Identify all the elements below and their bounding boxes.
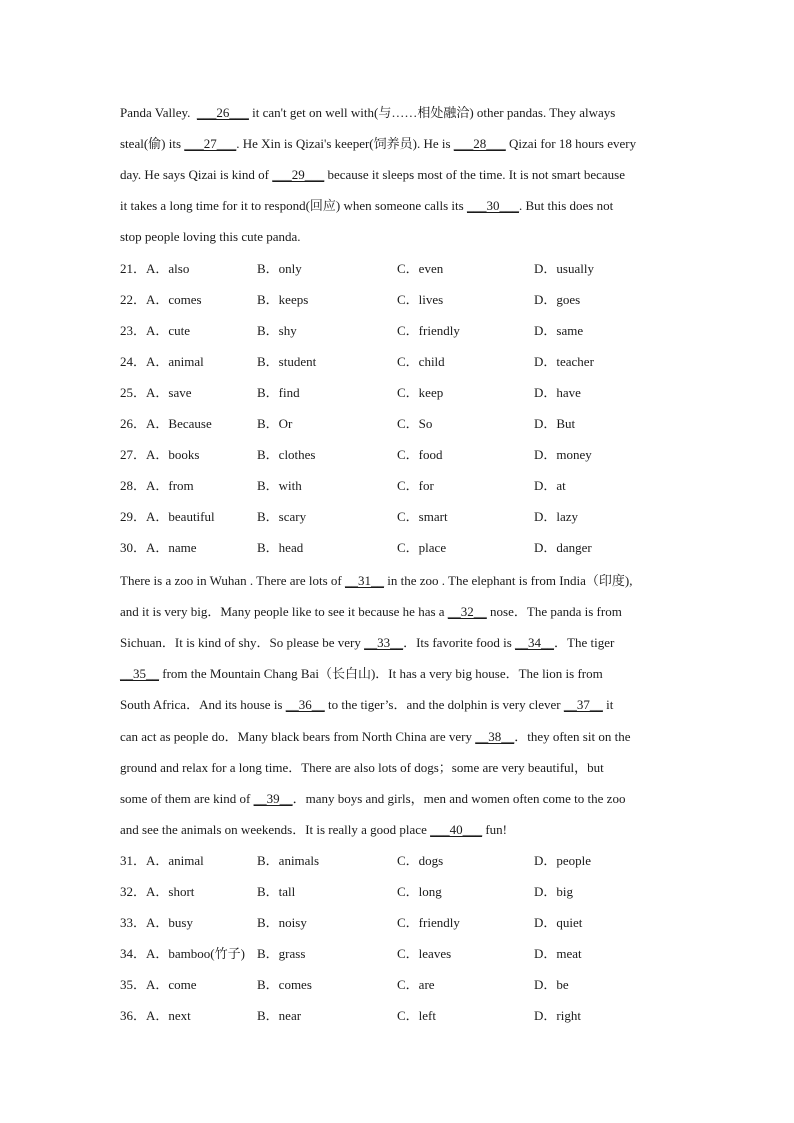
passage-text: and see the animals on weekends．It is really a good place xyxy=(120,821,431,837)
answer-blank: ___28___ xyxy=(453,136,506,152)
passage-text: it takes a long time for it to respond(回应) when someone calls its xyxy=(120,198,467,214)
answer-blank: __32__ xyxy=(447,604,487,620)
question-number: 25． xyxy=(120,384,147,400)
question-number-and-option-a xyxy=(120,478,194,494)
option-c: C．friendly xyxy=(397,322,460,338)
question-number: 28． xyxy=(120,478,147,494)
option-c: C．for xyxy=(397,478,434,494)
question-number-and-option-a xyxy=(120,447,199,463)
option-c: C．keep xyxy=(397,384,444,400)
option-a: A．beautiful xyxy=(146,509,215,525)
answer-blank: ___40___ xyxy=(430,821,483,837)
passage-text: nose．The panda is from xyxy=(486,604,622,620)
answer-blank: __39__ xyxy=(253,790,293,806)
passage-text: from the Mountain Chang Bai（长白山)．It has a very big house．The lion is from xyxy=(159,666,603,682)
answer-blank: __36__ xyxy=(285,697,325,713)
option-d: D．meat xyxy=(534,946,582,962)
option-a: A．books xyxy=(146,447,200,463)
option-d: D．But xyxy=(534,416,576,431)
passage-text: to the tiger’s．and the dolphin is very clever xyxy=(324,697,564,713)
option-d: D．goes xyxy=(534,291,581,307)
option-d: D．big xyxy=(534,884,574,899)
option-b: B．Or xyxy=(257,416,293,431)
answer-blank: __37__ xyxy=(563,697,603,713)
option-c: C．friendly xyxy=(397,915,460,931)
question-number: 24． xyxy=(120,353,147,369)
question-number: 36． xyxy=(120,1008,147,1024)
option-d: D．right xyxy=(534,1008,581,1024)
passage-line xyxy=(120,666,720,682)
answer-blank: __34__ xyxy=(515,635,555,651)
option-b: B．grass xyxy=(257,946,306,962)
passage-line xyxy=(120,136,720,152)
passage-text: . But this does not xyxy=(518,198,614,214)
option-a: A．busy xyxy=(146,915,193,931)
question-number: 34． xyxy=(120,946,147,962)
option-c: C．are xyxy=(397,977,435,993)
option-b: B．animals xyxy=(257,852,320,868)
passage-text: ．Its favorite food is xyxy=(403,635,516,651)
option-d: D．people xyxy=(534,852,592,868)
option-c: C．smart xyxy=(397,509,448,525)
question-number: 29． xyxy=(120,509,147,525)
question-number-and-option-a xyxy=(120,884,194,900)
option-b: B．student xyxy=(257,353,317,369)
option-a: A．animal xyxy=(146,852,204,868)
question-number-and-option-a xyxy=(120,292,202,308)
passage-line xyxy=(120,105,720,121)
question-number-and-option-a xyxy=(120,261,189,277)
passage-text: Panda Valley. xyxy=(120,105,197,120)
question-number-and-option-a xyxy=(120,323,190,339)
option-a: A．from xyxy=(146,478,194,494)
question-number-and-option-a xyxy=(120,946,245,962)
option-a: A．comes xyxy=(146,291,202,307)
passage-line xyxy=(120,229,720,245)
question-number: 33． xyxy=(120,915,147,931)
passage-line xyxy=(120,697,720,713)
passage-text: fun! xyxy=(482,821,508,837)
passage-text: and it is very big．Many people like to see it because he has a xyxy=(120,604,448,620)
option-d: D．same xyxy=(534,322,584,338)
question-number-and-option-a xyxy=(120,354,204,370)
option-b: B．tall xyxy=(257,884,296,899)
option-d: D．danger xyxy=(534,540,592,556)
passage-line xyxy=(120,198,720,214)
option-d: D．have xyxy=(534,384,581,400)
option-c: C．child xyxy=(397,353,445,369)
question-number: 23． xyxy=(120,322,147,338)
option-a: A．Because xyxy=(146,416,212,431)
passage-line xyxy=(120,791,720,807)
answer-blank: __35__ xyxy=(120,666,159,682)
passage-text: stop people loving this cute panda. xyxy=(120,229,301,245)
option-b: B．with xyxy=(257,478,302,494)
option-c: C．So xyxy=(397,416,433,431)
question-number: 31． xyxy=(120,852,147,868)
answer-blank: ___27___ xyxy=(184,136,237,152)
option-c: C．leaves xyxy=(397,946,452,962)
passage-text: ground and relax for a long time．There are also lots of dogs；some are very beautiful，but xyxy=(120,759,604,775)
passage-text: steal(偷) its xyxy=(120,136,185,152)
question-number-and-option-a xyxy=(120,416,212,432)
option-a: A．also xyxy=(146,260,190,276)
option-a: A．come xyxy=(146,977,197,993)
option-d: D．be xyxy=(534,977,569,993)
passage-text: some of them are kind of xyxy=(120,790,254,806)
option-a: A．bamboo(竹子) xyxy=(146,946,245,962)
answer-blank: __33__ xyxy=(364,635,404,651)
option-d: D．at xyxy=(534,478,566,494)
question-number: 27． xyxy=(120,447,147,463)
answer-blank: __31__ xyxy=(344,573,384,588)
question-number-and-option-a xyxy=(120,853,204,869)
passage-text: Qizai for 18 hours every xyxy=(505,136,637,152)
question-number: 35． xyxy=(120,977,147,993)
passage-text: ．many boys and girls，men and women often come to the zoo xyxy=(292,790,626,806)
question-number: 21． xyxy=(120,260,147,276)
question-number-and-option-a xyxy=(120,977,197,993)
answer-blank: ___26___ xyxy=(196,105,249,120)
option-a: A．short xyxy=(146,884,195,899)
option-b: B．keeps xyxy=(257,291,309,307)
passage-text: it xyxy=(602,697,614,713)
passage-text: can act as people do．Many black bears from North China are very xyxy=(120,728,476,744)
question-number-and-option-a xyxy=(120,915,193,931)
passage-text: South Africa．And its house is xyxy=(120,697,286,713)
passage-line xyxy=(120,729,720,745)
option-a: A．save xyxy=(146,384,192,400)
question-number: 30． xyxy=(120,540,147,556)
passage-text: ．they often sit on the xyxy=(514,728,631,744)
option-b: B．scary xyxy=(257,509,307,525)
option-d: D．quiet xyxy=(534,915,583,931)
option-c: C．left xyxy=(397,1008,436,1024)
option-d: D．usually xyxy=(534,260,594,276)
option-a: A．cute xyxy=(146,322,191,338)
passage-line xyxy=(120,635,720,651)
option-c: C．food xyxy=(397,447,443,463)
passage-text: There is a zoo in Wuhan . There are lots of xyxy=(120,573,345,588)
option-c: C．even xyxy=(397,260,444,276)
option-b: B．find xyxy=(257,384,300,400)
option-a: A．name xyxy=(146,540,197,556)
question-number-and-option-a xyxy=(120,385,192,401)
option-c: C．long xyxy=(397,884,442,899)
option-b: B．only xyxy=(257,260,302,276)
option-d: D．lazy xyxy=(534,509,579,525)
question-number-and-option-a xyxy=(120,540,197,556)
answer-blank: ___29___ xyxy=(272,167,325,183)
question-number-and-option-a xyxy=(120,1008,191,1024)
option-b: B．clothes xyxy=(257,447,316,463)
question-number: 32． xyxy=(120,884,147,899)
passage-text: in the zoo . The elephant is from India（印度), xyxy=(383,573,633,588)
option-b: B．shy xyxy=(257,322,297,338)
question-number: 22． xyxy=(120,291,147,307)
option-c: C．lives xyxy=(397,291,444,307)
passage-text: Sichuan．It is kind of shy．So please be very xyxy=(120,635,365,651)
option-d: D．money xyxy=(534,447,592,463)
answer-blank: __38__ xyxy=(475,728,515,744)
option-c: C．dogs xyxy=(397,852,444,868)
passage-line xyxy=(120,822,720,838)
passage-line xyxy=(120,573,720,589)
passage-line xyxy=(120,167,720,183)
option-a: A．next xyxy=(146,1008,191,1024)
option-b: B．noisy xyxy=(257,915,307,931)
option-b: B．near xyxy=(257,1008,302,1024)
answer-blank: ___30___ xyxy=(466,198,519,214)
passage-line xyxy=(120,760,720,776)
passage-line xyxy=(120,604,720,620)
passage-text: . He Xin is Qizai's keeper(饲养员). He is xyxy=(236,136,454,152)
option-a: A．animal xyxy=(146,353,204,369)
passage-text: day. He says Qizai is kind of xyxy=(120,167,273,183)
option-d: D．teacher xyxy=(534,353,594,369)
option-b: B．head xyxy=(257,540,304,556)
passage-text: it can't get on well with(与……相处融洽) other pandas. They always xyxy=(248,105,616,120)
passage-text: because it sleeps most of the time. It is not smart because xyxy=(324,167,625,183)
option-b: B．comes xyxy=(257,977,312,993)
passage-text: ．The tiger xyxy=(554,635,615,651)
option-c: C．place xyxy=(397,540,447,556)
question-number-and-option-a xyxy=(120,509,215,525)
question-number: 26． xyxy=(120,416,147,431)
